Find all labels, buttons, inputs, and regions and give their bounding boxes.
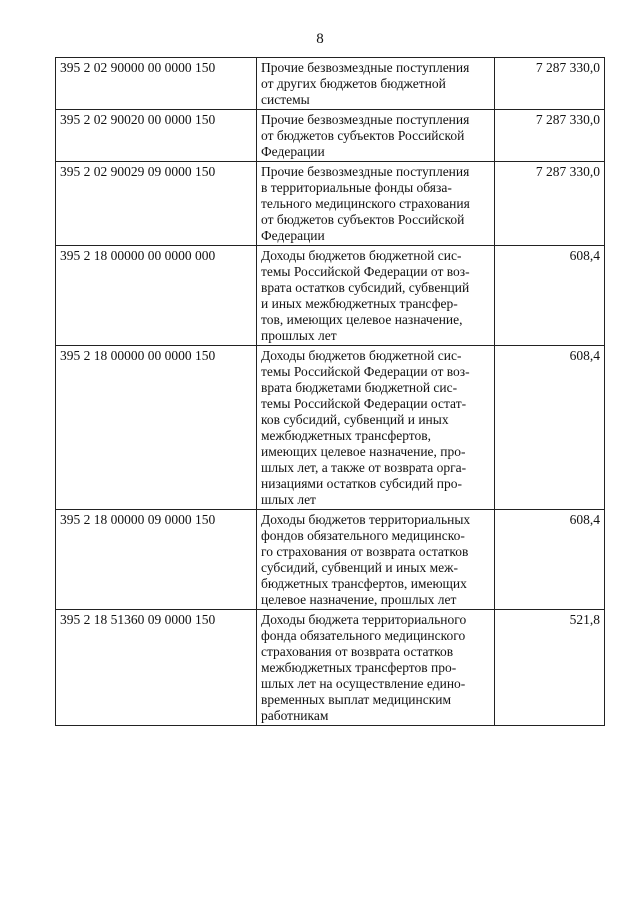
amount-cell: 7 287 330,0 [495, 162, 605, 246]
table-body [56, 58, 605, 726]
description-cell [257, 246, 495, 346]
description-line: субсидий, субвенций и иных меж- [261, 560, 458, 575]
page-number: 8 [316, 31, 324, 47]
description-line: от бюджетов субъектов Российской [261, 212, 465, 227]
description-line: врата бюджетами бюджетной сис- [261, 380, 458, 395]
budget-code-cell: 395 2 02 90000 00 0000 150 [56, 58, 257, 110]
description-line: темы Российской Федерации остат- [261, 396, 467, 411]
description-line: врата остатков субсидий, субвенций [261, 280, 470, 295]
description-line: страхования от возврата остатков [261, 644, 454, 659]
table-row [56, 58, 605, 110]
description-cell [257, 610, 495, 726]
description-line: и иных межбюджетных трансфер- [261, 296, 458, 311]
budget-code-cell: 395 2 18 00000 09 0000 150 [56, 510, 257, 610]
description-line: Прочие безвозмездные поступления [261, 164, 470, 179]
description-line: Доходы бюджета территориального [261, 612, 467, 627]
description-line: прошлых лет [261, 328, 337, 343]
description-line: работникам [261, 708, 329, 723]
description-line: темы Российской Федерации от воз- [261, 364, 470, 379]
description-line: тов, имеющих целевое назначение, [261, 312, 463, 327]
description-line: шлых лет, а также от возврата орга- [261, 460, 467, 475]
budget-code-cell: 395 2 02 90029 09 0000 150 [56, 162, 257, 246]
description-line: Прочие безвозмездные поступления [261, 60, 470, 75]
description-cell [257, 58, 495, 110]
amount-cell: 521,8 [495, 610, 605, 726]
description-line: шлых лет на осуществление едино- [261, 676, 466, 691]
table-row [56, 246, 605, 346]
amount-cell: 7 287 330,0 [495, 110, 605, 162]
description-cell [257, 346, 495, 510]
amount-cell: 608,4 [495, 510, 605, 610]
description-line: целевое назначение, прошлых лет [261, 592, 457, 607]
description-line: межбюджетных трансфертов, [261, 428, 432, 443]
description-line: го страхования от возврата остатков [261, 544, 469, 559]
budget-code-cell: 395 2 18 51360 09 0000 150 [56, 610, 257, 726]
description-cell [257, 110, 495, 162]
description-line: Доходы бюджетов территориальных [261, 512, 471, 527]
description-line: тельного медицинского страхования [261, 196, 470, 211]
description-line: Федерации [261, 228, 325, 243]
budget-code-cell: 395 2 18 00000 00 0000 000 [56, 246, 257, 346]
budget-code-cell: 395 2 02 90020 00 0000 150 [56, 110, 257, 162]
budget-code-cell: 395 2 18 00000 00 0000 150 [56, 346, 257, 510]
table-row [56, 346, 605, 510]
amount-cell: 608,4 [495, 346, 605, 510]
description-line: ков субсидий, субвенций и иных [261, 412, 449, 427]
budget-table [55, 57, 605, 726]
description-line: Федерации [261, 144, 325, 159]
description-line: темы Российской Федерации от воз- [261, 264, 470, 279]
description-line: в территориальные фонды обяза- [261, 180, 452, 195]
description-line: имеющих целевое назначение, про- [261, 444, 466, 459]
description-line: низациями остатков субсидий про- [261, 476, 463, 491]
description-cell [257, 162, 495, 246]
description-cell [257, 510, 495, 610]
description-line: Доходы бюджетов бюджетной сис- [261, 248, 462, 263]
description-line: временных выплат медицинским [261, 692, 452, 707]
description-line: Доходы бюджетов бюджетной сис- [261, 348, 462, 363]
description-line: шлых лет [261, 492, 316, 507]
description-line: от бюджетов субъектов Российской [261, 128, 465, 143]
amount-cell: 608,4 [495, 246, 605, 346]
description-line: бюджетных трансфертов, имеющих [261, 576, 467, 591]
description-line: от других бюджетов бюджетной [261, 76, 446, 91]
table-row [56, 110, 605, 162]
table-row [56, 510, 605, 610]
description-line: фонда обязательного медицинского [261, 628, 466, 643]
table-row [56, 162, 605, 246]
table-row [56, 610, 605, 726]
description-line: фондов обязательного медицинско- [261, 528, 465, 543]
description-line: системы [261, 92, 310, 107]
description-line: межбюджетных трансфертов про- [261, 660, 457, 675]
description-line: Прочие безвозмездные поступления [261, 112, 470, 127]
amount-cell: 7 287 330,0 [495, 58, 605, 110]
